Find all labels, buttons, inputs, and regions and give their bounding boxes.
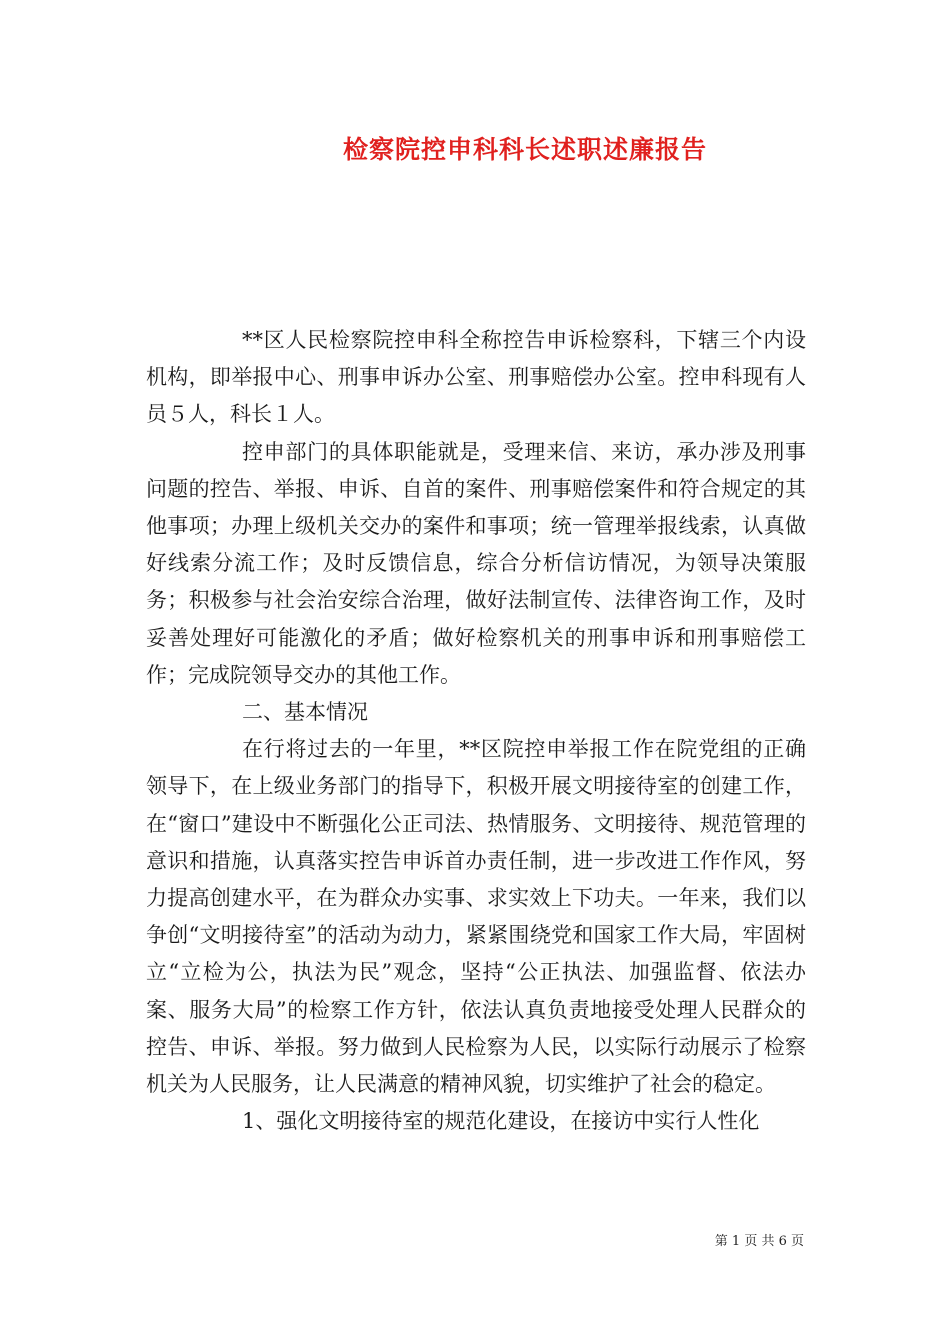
paragraph-intro: **区人民检察院控申科全称控告申诉检察科，下辖三个内设机构，即举报中心、刑事申诉办公室、刑事赔偿办公室。控申科现有人员５人，科长１人。 <box>146 328 806 427</box>
paragraph-annual-review: 在行将过去的一年里，**区院控申举报工作在院党组的正确领导下，在上级业务部门的指导下，积极开展文明接待室的创建工作，在“窗口”建设中不断强化公正司法、热情服务、文明接待、规范管理的意识和措施，认真落实控告申诉首办责任制，进一步改进工作作风，努力提高创建水平，在为群众办实事、求实效上下功夫。一年来，我们以争创“文明接待室”的活动为动力，紧紧围绕党和国家工作大局，牢固树立“立检为公，执法为民”观念，坚持“公正执法、加强监督、依法办案、服务大局”的检察工作方针，依法认真负责地接受处理人民群众的控告、申诉、举报。努力做到人民检察为人民，以实际行动展示了检察机关为人民服务，让人民满意的精神风貌，切实维护了社会的稳定。 <box>146 737 806 1097</box>
page-number: 第 1 页 共 6 页 <box>714 1234 804 1249</box>
document-body <box>146 322 806 1140</box>
document-title: 检察院控申科科长述职述廉报告 <box>342 135 707 164</box>
paragraph-item-1: 1、强化文明接待室的规范化建设，在接访中实行人性化 <box>242 1109 760 1134</box>
paragraph-duties: 控申部门的具体职能就是，受理来信、来访，承办涉及刑事问题的控告、举报、申诉、自首的案件、刑事赔偿案件和符合规定的其他事项；办理上级机关交办的案件和事项；统一管理举报线索，认真做好线索分流工作；及时反馈信息，综合分析信访情况，为领导决策服务；积极参与社会治安综合治理，做好法制宣传、法律咨询工作，及时妥善处理好可能激化的矛盾；做好检察机关的刑事申诉和刑事赔偿工作；完成院领导交办的其他工作。 <box>146 439 806 687</box>
section-heading-basic-situation: 二、基本情况 <box>242 700 368 725</box>
